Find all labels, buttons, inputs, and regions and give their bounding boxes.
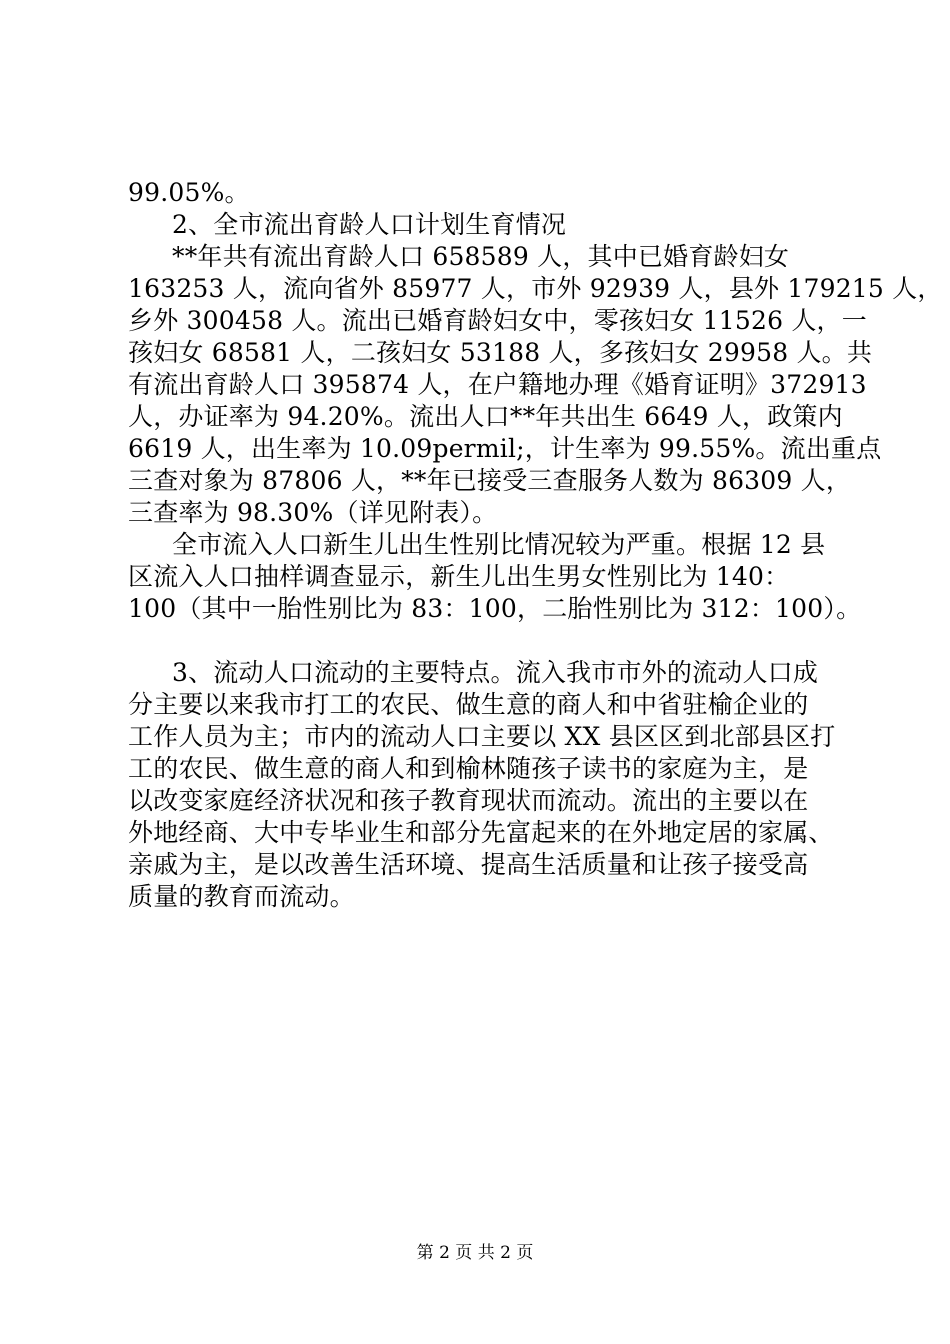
text-line: 工作人员为主；市内的流动人口主要以 XX 县区区到北部县区打 <box>128 722 836 751</box>
text-line: 以改变家庭经济状况和孩子教育现状而流动。流出的主要以在 <box>128 786 809 815</box>
text-line: 三查率为 98.30%（详见附表）。 <box>128 498 498 527</box>
text-line: 100（其中一胎性别比为 83：100，二胎性别比为 312：100）。 <box>128 594 862 623</box>
text-line: 外地经商、大中专毕业生和部分先富起来的在外地定居的家属、 <box>128 818 834 847</box>
text-line: 6619 人，出生率为 10.09permil;，计生率为 99.55%。流出重点 <box>128 434 882 463</box>
page-number-footer: 第 2 页 共 2 页 <box>416 1243 534 1263</box>
text-line: 分主要以来我市打工的农民、做生意的商人和中省驻榆企业的 <box>128 690 809 719</box>
text-line: 孩妇女 68581 人，二孩妇女 53188 人，多孩妇女 29958 人。共 <box>128 338 873 367</box>
text-line: 乡外 300458 人。流出已婚育龄妇女中，零孩妇女 11526 人，一 <box>128 306 867 335</box>
text-line: 工的农民、做生意的商人和到榆林随孩子读书的家庭为主，是 <box>128 754 809 783</box>
text-line: 有流出育龄人口 395874 人，在户籍地办理《婚育证明》372913 <box>128 370 867 399</box>
text-line: 亲戚为主，是以改善生活环境、提高生活质量和让孩子接受高 <box>128 850 809 879</box>
text-line: 质量的教育而流动。 <box>128 882 355 911</box>
text-line: 163253 人，流向省外 85977 人，市外 92939 人，县外 179215 人， <box>128 274 943 303</box>
section-heading: 3、流动人口流动的主要特点。流入我市市外的流动人口成 <box>172 658 819 687</box>
text-line: 人，办证率为 94.20%。流出人口**年共出生 6649 人，政策内 <box>128 402 843 431</box>
text-line: 全市流入人口新生儿出生性别比情况较为严重。根据 12 县 <box>172 530 826 559</box>
text-line: 三查对象为 87806 人，**年已接受三查服务人数为 86309 人， <box>128 466 852 495</box>
text-line: **年共有流出育龄人口 658589 人，其中已婚育龄妇女 <box>172 242 790 271</box>
text-line: 99.05%。 <box>128 178 250 207</box>
text-line: 区流入人口抽样调查显示，新生儿出生男女性别比为 140： <box>128 562 790 591</box>
section-heading: 2、全市流出育龄人口计划生育情况 <box>172 210 567 239</box>
